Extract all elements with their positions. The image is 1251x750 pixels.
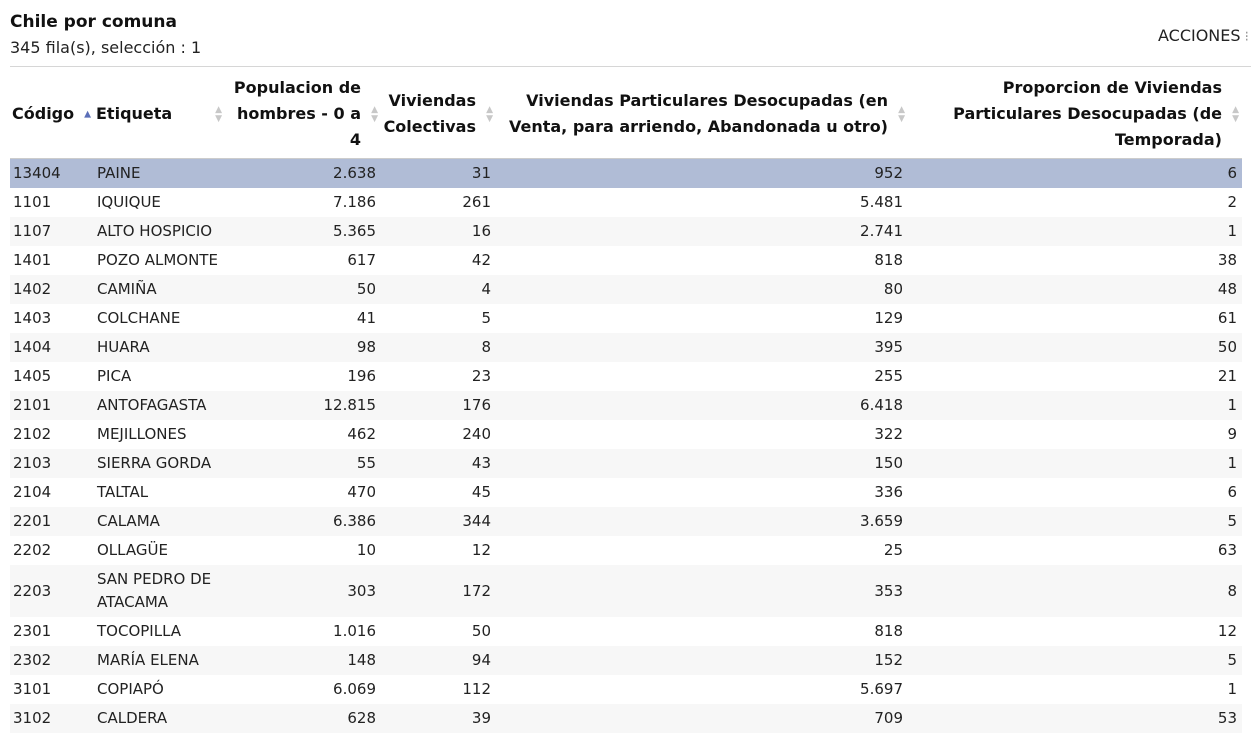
cell-proporcion: 6	[1227, 483, 1237, 501]
cell-desocupadas: 353	[874, 581, 903, 600]
table-row[interactable]	[10, 449, 1242, 478]
cell-etiqueta: IQUIQUE	[97, 193, 161, 211]
cell-codigo: 3101	[13, 680, 52, 698]
cell-desocupadas: 336	[874, 483, 903, 501]
cell-codigo: 1402	[13, 280, 52, 298]
cell-desocupadas: 5.481	[860, 193, 903, 211]
sort-icon: ▲ ▼	[215, 105, 222, 124]
more-icon: ⁝	[1244, 29, 1249, 45]
cell-proporcion: 1	[1227, 680, 1237, 698]
sort-asc-icon: ▲	[84, 109, 91, 120]
actions-label: ACCIONES	[1157, 26, 1241, 45]
column-header-etiqueta[interactable]: Etiqueta ▲ ▼	[94, 72, 225, 159]
cell-etiqueta: MEJILLONES	[97, 425, 187, 443]
cell-etiqueta: SIERRA GORDA	[97, 454, 212, 472]
table-row[interactable]	[10, 362, 1242, 391]
table-row[interactable]	[10, 536, 1242, 565]
cell-proporcion: 1	[1227, 222, 1237, 240]
cell-codigo: 1405	[13, 367, 52, 385]
cell-etiqueta: TOCOPILLA	[97, 622, 182, 640]
cell-desocupadas: 2.741	[860, 222, 903, 240]
cell-colectivas: 4	[481, 280, 491, 298]
cell-desocupadas: 25	[883, 541, 903, 559]
cell-colectivas: 39	[471, 709, 491, 727]
column-header-codigo[interactable]: Código ▲	[10, 72, 94, 159]
cell-colectivas: 5	[481, 309, 491, 327]
cell-desocupadas: 818	[874, 251, 903, 269]
table-row[interactable]	[10, 704, 1242, 733]
cell-desocupadas: 255	[874, 367, 903, 385]
cell-desocupadas: 952	[874, 164, 903, 182]
cell-proporcion: 5	[1227, 512, 1237, 530]
cell-desocupadas: 3.659	[860, 512, 903, 530]
cell-codigo: 1401	[13, 251, 52, 269]
cell-proporcion: 21	[1217, 367, 1237, 385]
cell-desocupadas: 818	[874, 622, 903, 640]
table-row[interactable]	[10, 333, 1242, 362]
cell-proporcion: 5	[1227, 651, 1237, 669]
cell-colectivas: 344	[462, 512, 491, 530]
cell-proporcion: 53	[1217, 709, 1237, 727]
cell-proporcion: 50	[1217, 338, 1237, 356]
cell-etiqueta: COLCHANE	[97, 309, 181, 327]
cell-colectivas: 172	[462, 581, 491, 600]
cell-desocupadas: 395	[874, 338, 903, 356]
sort-icon: ▲ ▼	[898, 105, 905, 124]
table-row[interactable]	[10, 478, 1242, 507]
cell-etiqueta: PICA	[97, 367, 132, 385]
cell-colectivas: 261	[462, 193, 491, 211]
cell-desocupadas: 152	[874, 651, 903, 669]
column-header-desocupadas[interactable]: Viviendas Particulares Desocupadas (en Venta, para arriendo, Abandonada u otro) ▲ ▼	[496, 72, 908, 159]
cell-colectivas: 176	[462, 396, 491, 414]
cell-colectivas: 43	[471, 454, 491, 472]
table-row[interactable]	[10, 617, 1242, 646]
cell-etiqueta: ANTOFAGASTA	[97, 396, 207, 414]
cell-proporcion: 9	[1227, 425, 1237, 443]
header	[10, 10, 1251, 66]
table-header-row	[10, 72, 1242, 159]
sort-icon: ▲ ▼	[486, 105, 493, 124]
cell-poblacion: 7.186	[333, 193, 376, 211]
cell-colectivas: 50	[471, 622, 491, 640]
cell-poblacion: 6.069	[333, 680, 376, 698]
table-row[interactable]	[10, 420, 1242, 449]
cell-poblacion: 1.016	[333, 622, 376, 640]
table-row[interactable]	[10, 646, 1242, 675]
column-header-colectivas[interactable]: Viviendas Colectivas ▲ ▼	[381, 72, 496, 159]
cell-proporcion: 12	[1217, 622, 1237, 640]
cell-etiqueta: CALDERA	[97, 709, 168, 727]
table-row[interactable]	[10, 507, 1242, 536]
table-row[interactable]	[10, 246, 1242, 275]
cell-codigo: 13404	[13, 164, 61, 182]
cell-proporcion: 61	[1217, 309, 1237, 327]
cell-poblacion: 628	[347, 709, 376, 727]
cell-poblacion: 462	[347, 425, 376, 443]
cell-etiqueta: COPIAPÓ	[97, 680, 164, 698]
table-body	[10, 159, 1242, 734]
cell-codigo: 2103	[13, 454, 52, 472]
cell-colectivas: 16	[471, 222, 491, 240]
cell-etiqueta: CAMIÑA	[97, 280, 157, 298]
cell-proporcion: 38	[1217, 251, 1237, 269]
cell-proporcion: 6	[1227, 164, 1237, 182]
table-row[interactable]	[10, 391, 1242, 420]
cell-poblacion: 50	[356, 280, 376, 298]
cell-desocupadas: 80	[883, 280, 903, 298]
cell-poblacion: 470	[347, 483, 376, 501]
cell-poblacion: 5.365	[333, 222, 376, 240]
header-divider	[10, 66, 1251, 67]
cell-proporcion: 1	[1227, 454, 1237, 472]
cell-codigo: 2201	[13, 512, 52, 530]
cell-desocupadas: 322	[874, 425, 903, 443]
cell-desocupadas: 709	[874, 709, 903, 727]
cell-etiqueta: HUARA	[97, 338, 150, 356]
column-header-poblacion[interactable]: Populacion de hombres - 0 a 4 ▲ ▼	[225, 72, 381, 159]
cell-codigo: 2302	[13, 651, 52, 669]
sort-icon: ▲ ▼	[1232, 105, 1239, 124]
cell-codigo: 2101	[13, 396, 52, 414]
cell-proporcion: 2	[1227, 193, 1237, 211]
table-row[interactable]	[10, 675, 1242, 704]
cell-codigo: 1107	[13, 222, 52, 240]
cell-poblacion: 6.386	[333, 512, 376, 530]
cell-etiqueta: OLLAGÜE	[97, 541, 168, 559]
cell-poblacion: 617	[347, 251, 376, 269]
cell-etiqueta: SAN PEDRO DE ATACAMA	[97, 570, 212, 611]
cell-proporcion: 48	[1217, 280, 1237, 298]
cell-colectivas: 94	[471, 651, 491, 669]
cell-desocupadas: 129	[874, 309, 903, 327]
table-row[interactable]	[10, 188, 1242, 217]
cell-colectivas: 8	[481, 338, 491, 356]
cell-etiqueta: CALAMA	[97, 512, 160, 530]
cell-colectivas: 23	[471, 367, 491, 385]
actions-menu-button[interactable]	[1158, 26, 1249, 45]
cell-colectivas: 45	[471, 483, 491, 501]
cell-etiqueta: TALTAL	[97, 483, 149, 501]
cell-colectivas: 31	[471, 164, 491, 182]
column-header-proporcion[interactable]: Proporcion de Viviendas Particulares Desocupadas (de Temporada) ▲ ▼	[908, 72, 1242, 159]
cell-codigo: 2104	[13, 483, 52, 501]
cell-poblacion: 55	[356, 454, 376, 472]
cell-codigo: 1403	[13, 309, 52, 327]
cell-etiqueta: POZO ALMONTE	[97, 251, 218, 269]
cell-desocupadas: 6.418	[860, 396, 903, 414]
cell-colectivas: 42	[471, 251, 491, 269]
cell-colectivas: 112	[462, 680, 491, 698]
cell-desocupadas: 5.697	[860, 680, 903, 698]
table-row[interactable]	[10, 565, 1242, 617]
cell-codigo: 2102	[13, 425, 52, 443]
table-row[interactable]	[10, 217, 1242, 246]
cell-proporcion: 1	[1227, 396, 1237, 414]
cell-poblacion: 98	[356, 338, 376, 356]
cell-poblacion: 196	[347, 367, 376, 385]
cell-codigo: 1101	[13, 193, 52, 211]
cell-codigo: 3102	[13, 709, 52, 727]
cell-codigo: 2301	[13, 622, 52, 640]
cell-colectivas: 240	[462, 425, 491, 443]
cell-colectivas: 12	[471, 541, 491, 559]
sort-icon: ▲ ▼	[371, 105, 378, 124]
cell-poblacion: 148	[347, 651, 376, 669]
cell-etiqueta: MARÍA ELENA	[97, 651, 199, 669]
cell-poblacion: 303	[347, 581, 376, 600]
page-title: Chile por comuna	[10, 12, 177, 32]
cell-etiqueta: ALTO HOSPICIO	[97, 222, 213, 240]
cell-desocupadas: 150	[874, 454, 903, 472]
cell-proporcion: 8	[1227, 581, 1237, 600]
row-count-summary: 345 fila(s), selección : 1	[10, 38, 202, 57]
cell-poblacion: 2.638	[333, 164, 376, 182]
cell-codigo: 1404	[13, 338, 52, 356]
cell-codigo: 2202	[13, 541, 52, 559]
data-table	[10, 72, 1242, 733]
cell-proporcion: 63	[1217, 541, 1237, 559]
cell-poblacion: 12.815	[323, 396, 376, 414]
cell-poblacion: 10	[356, 541, 376, 559]
table-row[interactable]	[10, 159, 1242, 189]
cell-poblacion: 41	[356, 309, 376, 327]
cell-etiqueta: PAINE	[97, 164, 141, 182]
table-row[interactable]	[10, 275, 1242, 304]
cell-codigo: 2203	[13, 581, 52, 600]
table-row[interactable]	[10, 304, 1242, 333]
